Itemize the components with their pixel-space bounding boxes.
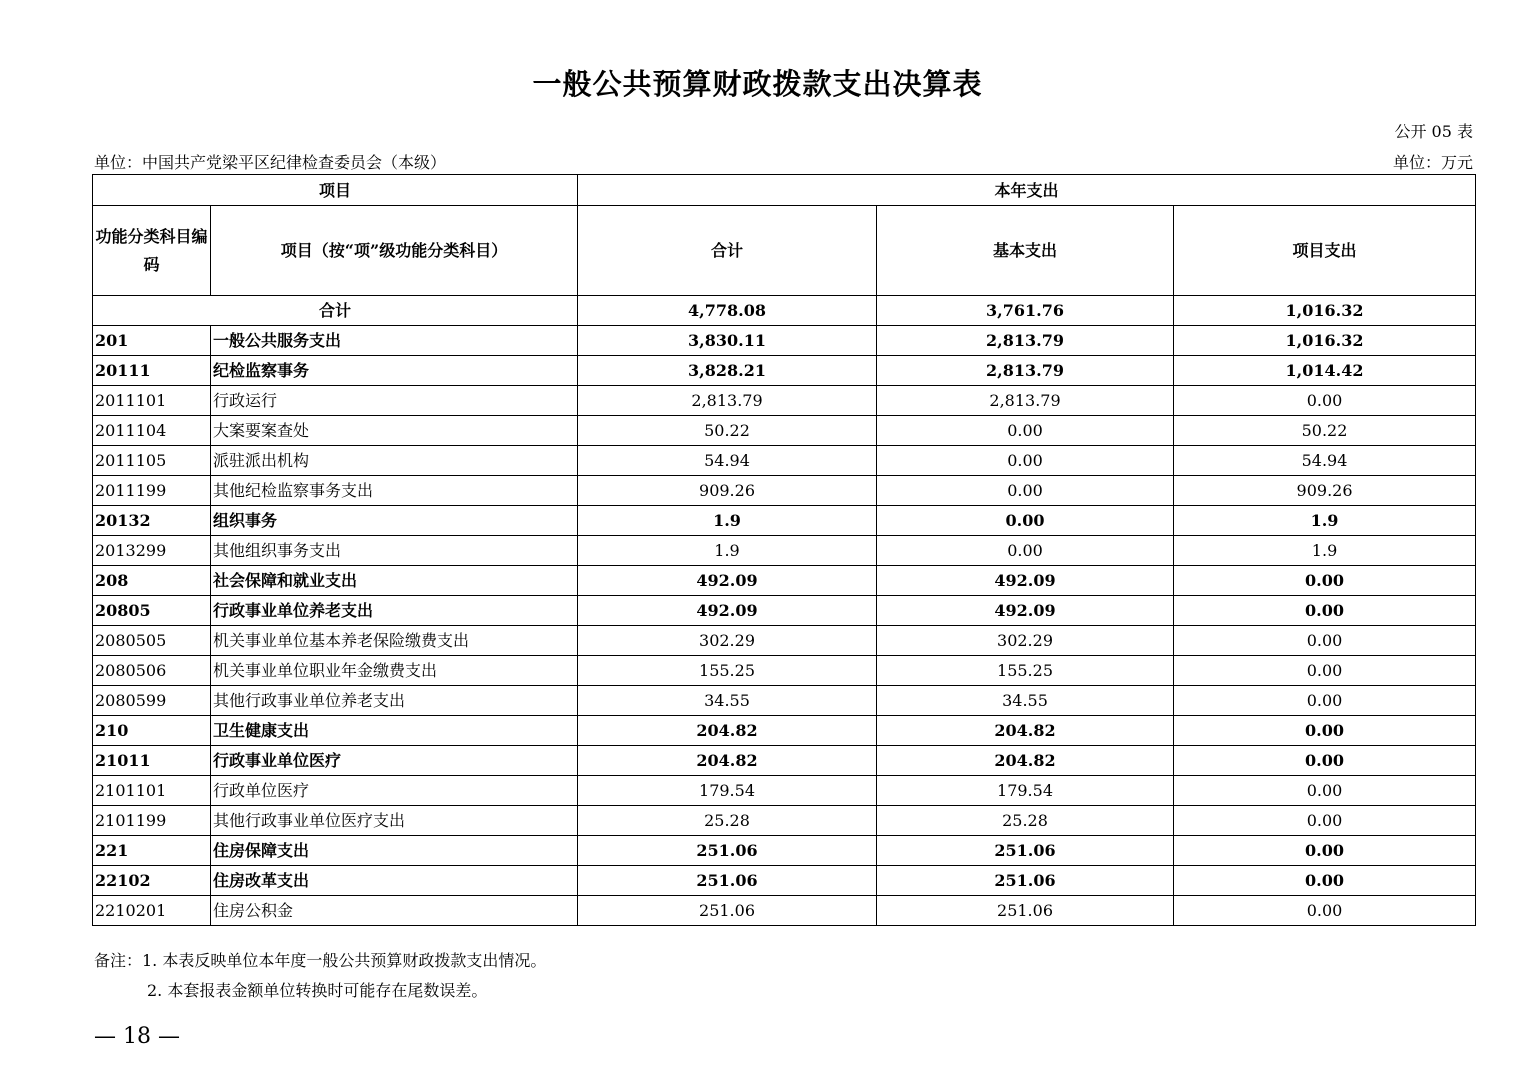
form-number: 公开 05 表 — [1394, 122, 1473, 141]
row-code: 20111 — [93, 356, 211, 386]
row-basic: 251.06 — [877, 866, 1174, 896]
row-total: 34.55 — [578, 686, 877, 716]
row-item: 0.00 — [1174, 686, 1476, 716]
header-total: 合计 — [578, 206, 877, 296]
page-title: 一般公共预算财政拨款支出决算表 — [532, 67, 983, 101]
row-name: 机关事业单位基本养老保险缴费支出 — [211, 626, 578, 656]
row-basic: 251.06 — [877, 896, 1174, 926]
row-basic: 204.82 — [877, 746, 1174, 776]
row-code: 2011101 — [93, 386, 211, 416]
row-item: 1,016.32 — [1174, 326, 1476, 356]
row-name: 大案要案查处 — [211, 416, 578, 446]
table-row — [93, 686, 1476, 716]
row-item: 1,014.42 — [1174, 356, 1476, 386]
row-code: 22102 — [93, 866, 211, 896]
row-total: 3,830.11 — [578, 326, 877, 356]
table-row — [93, 806, 1476, 836]
row-code: 2210201 — [93, 896, 211, 926]
row-name: 住房保障支出 — [211, 836, 578, 866]
row-total: 3,828.21 — [578, 356, 877, 386]
row-basic: 0.00 — [877, 446, 1174, 476]
table-row — [93, 416, 1476, 446]
row-basic: 179.54 — [877, 776, 1174, 806]
header-project: 项目 — [93, 175, 578, 206]
header-row-1 — [93, 175, 1476, 206]
row-name: 行政事业单位养老支出 — [211, 596, 578, 626]
row-total: 179.54 — [578, 776, 877, 806]
row-item: 1.9 — [1174, 536, 1476, 566]
table-row — [93, 716, 1476, 746]
row-basic: 155.25 — [877, 656, 1174, 686]
row-code: 2101101 — [93, 776, 211, 806]
row-code: 210 — [93, 716, 211, 746]
row-name: 其他组织事务支出 — [211, 536, 578, 566]
table-row — [93, 776, 1476, 806]
row-name: 其他行政事业单位养老支出 — [211, 686, 578, 716]
row-total: 54.94 — [578, 446, 877, 476]
row-item: 0.00 — [1174, 596, 1476, 626]
table-row — [93, 476, 1476, 506]
row-name: 卫生健康支出 — [211, 716, 578, 746]
row-total: 302.29 — [578, 626, 877, 656]
row-basic: 492.09 — [877, 596, 1174, 626]
row-name: 社会保障和就业支出 — [211, 566, 578, 596]
table-row — [93, 506, 1476, 536]
row-item: 0.00 — [1174, 566, 1476, 596]
row-name: 派驻派出机构 — [211, 446, 578, 476]
row-name: 其他行政事业单位医疗支出 — [211, 806, 578, 836]
row-item: 50.22 — [1174, 416, 1476, 446]
row-name: 组织事务 — [211, 506, 578, 536]
table-row — [93, 386, 1476, 416]
row-basic: 34.55 — [877, 686, 1174, 716]
row-total: 204.82 — [578, 746, 877, 776]
row-code: 20132 — [93, 506, 211, 536]
row-item: 54.94 — [1174, 446, 1476, 476]
row-basic: 2,813.79 — [877, 386, 1174, 416]
row-item: 0.00 — [1174, 386, 1476, 416]
row-total: 251.06 — [578, 896, 877, 926]
row-total: 204.82 — [578, 716, 877, 746]
row-basic: 0.00 — [877, 416, 1174, 446]
row-code: 2013299 — [93, 536, 211, 566]
total-label: 合计 — [93, 296, 578, 326]
row-item: 0.00 — [1174, 896, 1476, 926]
row-code: 20805 — [93, 596, 211, 626]
total-basic: 3,761.76 — [877, 296, 1174, 326]
row-code: 2011104 — [93, 416, 211, 446]
row-code: 2080505 — [93, 626, 211, 656]
header-row-2 — [93, 206, 1476, 296]
row-basic: 492.09 — [877, 566, 1174, 596]
row-total: 492.09 — [578, 566, 877, 596]
row-name: 机关事业单位职业年金缴费支出 — [211, 656, 578, 686]
row-code: 2011199 — [93, 476, 211, 506]
row-name: 住房公积金 — [211, 896, 578, 926]
row-total: 492.09 — [578, 596, 877, 626]
table-row — [93, 746, 1476, 776]
unit-organization: 单位：中国共产党梁平区纪律检查委员会（本级） — [94, 153, 447, 172]
table-row — [93, 896, 1476, 926]
row-basic: 0.00 — [877, 476, 1174, 506]
row-basic: 2,813.79 — [877, 356, 1174, 386]
table-row — [93, 446, 1476, 476]
row-basic: 0.00 — [877, 536, 1174, 566]
row-total: 155.25 — [578, 656, 877, 686]
header-name: 项目（按“项”级功能分类科目） — [211, 206, 578, 296]
table-row — [93, 536, 1476, 566]
table-row — [93, 566, 1476, 596]
total-row — [93, 296, 1476, 326]
row-basic: 251.06 — [877, 836, 1174, 866]
row-item: 0.00 — [1174, 746, 1476, 776]
row-item: 0.00 — [1174, 806, 1476, 836]
row-total: 251.06 — [578, 866, 877, 896]
row-item: 1.9 — [1174, 506, 1476, 536]
row-total: 50.22 — [578, 416, 877, 446]
row-code: 201 — [93, 326, 211, 356]
notes — [94, 946, 546, 1006]
row-item: 909.26 — [1174, 476, 1476, 506]
row-name: 行政单位医疗 — [211, 776, 578, 806]
row-code: 2101199 — [93, 806, 211, 836]
row-basic: 204.82 — [877, 716, 1174, 746]
row-code: 2080599 — [93, 686, 211, 716]
table-row — [93, 866, 1476, 896]
row-total: 1.9 — [578, 506, 877, 536]
row-total: 909.26 — [578, 476, 877, 506]
header-code: 功能分类科目编码 — [93, 206, 211, 296]
note-1: 备注：1. 本表反映单位本年度一般公共预算财政拨款支出情况。 — [94, 951, 547, 970]
row-item: 0.00 — [1174, 836, 1476, 866]
table-row — [93, 626, 1476, 656]
row-basic: 2,813.79 — [877, 326, 1174, 356]
row-code: 2011105 — [93, 446, 211, 476]
row-name: 住房改革支出 — [211, 866, 578, 896]
table-row — [93, 356, 1476, 386]
header-item: 项目支出 — [1174, 206, 1476, 296]
row-name: 行政事业单位医疗 — [211, 746, 578, 776]
row-name: 其他纪检监察事务支出 — [211, 476, 578, 506]
row-code: 221 — [93, 836, 211, 866]
row-item: 0.00 — [1174, 626, 1476, 656]
table-row — [93, 836, 1476, 866]
page-number: — 18 — — [94, 1024, 180, 1049]
row-total: 251.06 — [578, 836, 877, 866]
unit-currency: 单位：万元 — [1392, 153, 1473, 172]
row-basic: 0.00 — [877, 506, 1174, 536]
row-total: 2,813.79 — [578, 386, 877, 416]
row-item: 0.00 — [1174, 776, 1476, 806]
total-item: 1,016.32 — [1174, 296, 1476, 326]
row-name: 一般公共服务支出 — [211, 326, 578, 356]
table-row — [93, 656, 1476, 686]
table-row — [93, 326, 1476, 356]
row-code: 2080506 — [93, 656, 211, 686]
header-current-year: 本年支出 — [578, 175, 1476, 206]
row-basic: 25.28 — [877, 806, 1174, 836]
note-2: 2. 本套报表金额单位转换时可能存在尾数误差。 — [147, 981, 488, 1000]
row-total: 25.28 — [578, 806, 877, 836]
row-item: 0.00 — [1174, 866, 1476, 896]
table-row — [93, 596, 1476, 626]
row-item: 0.00 — [1174, 656, 1476, 686]
row-total: 1.9 — [578, 536, 877, 566]
row-item: 0.00 — [1174, 716, 1476, 746]
row-basic: 302.29 — [877, 626, 1174, 656]
row-code: 21011 — [93, 746, 211, 776]
header-basic: 基本支出 — [877, 206, 1174, 296]
total-sum: 4,778.08 — [578, 296, 877, 326]
row-code: 208 — [93, 566, 211, 596]
row-name: 行政运行 — [211, 386, 578, 416]
expenditure-table — [92, 174, 1476, 926]
row-name: 纪检监察事务 — [211, 356, 578, 386]
